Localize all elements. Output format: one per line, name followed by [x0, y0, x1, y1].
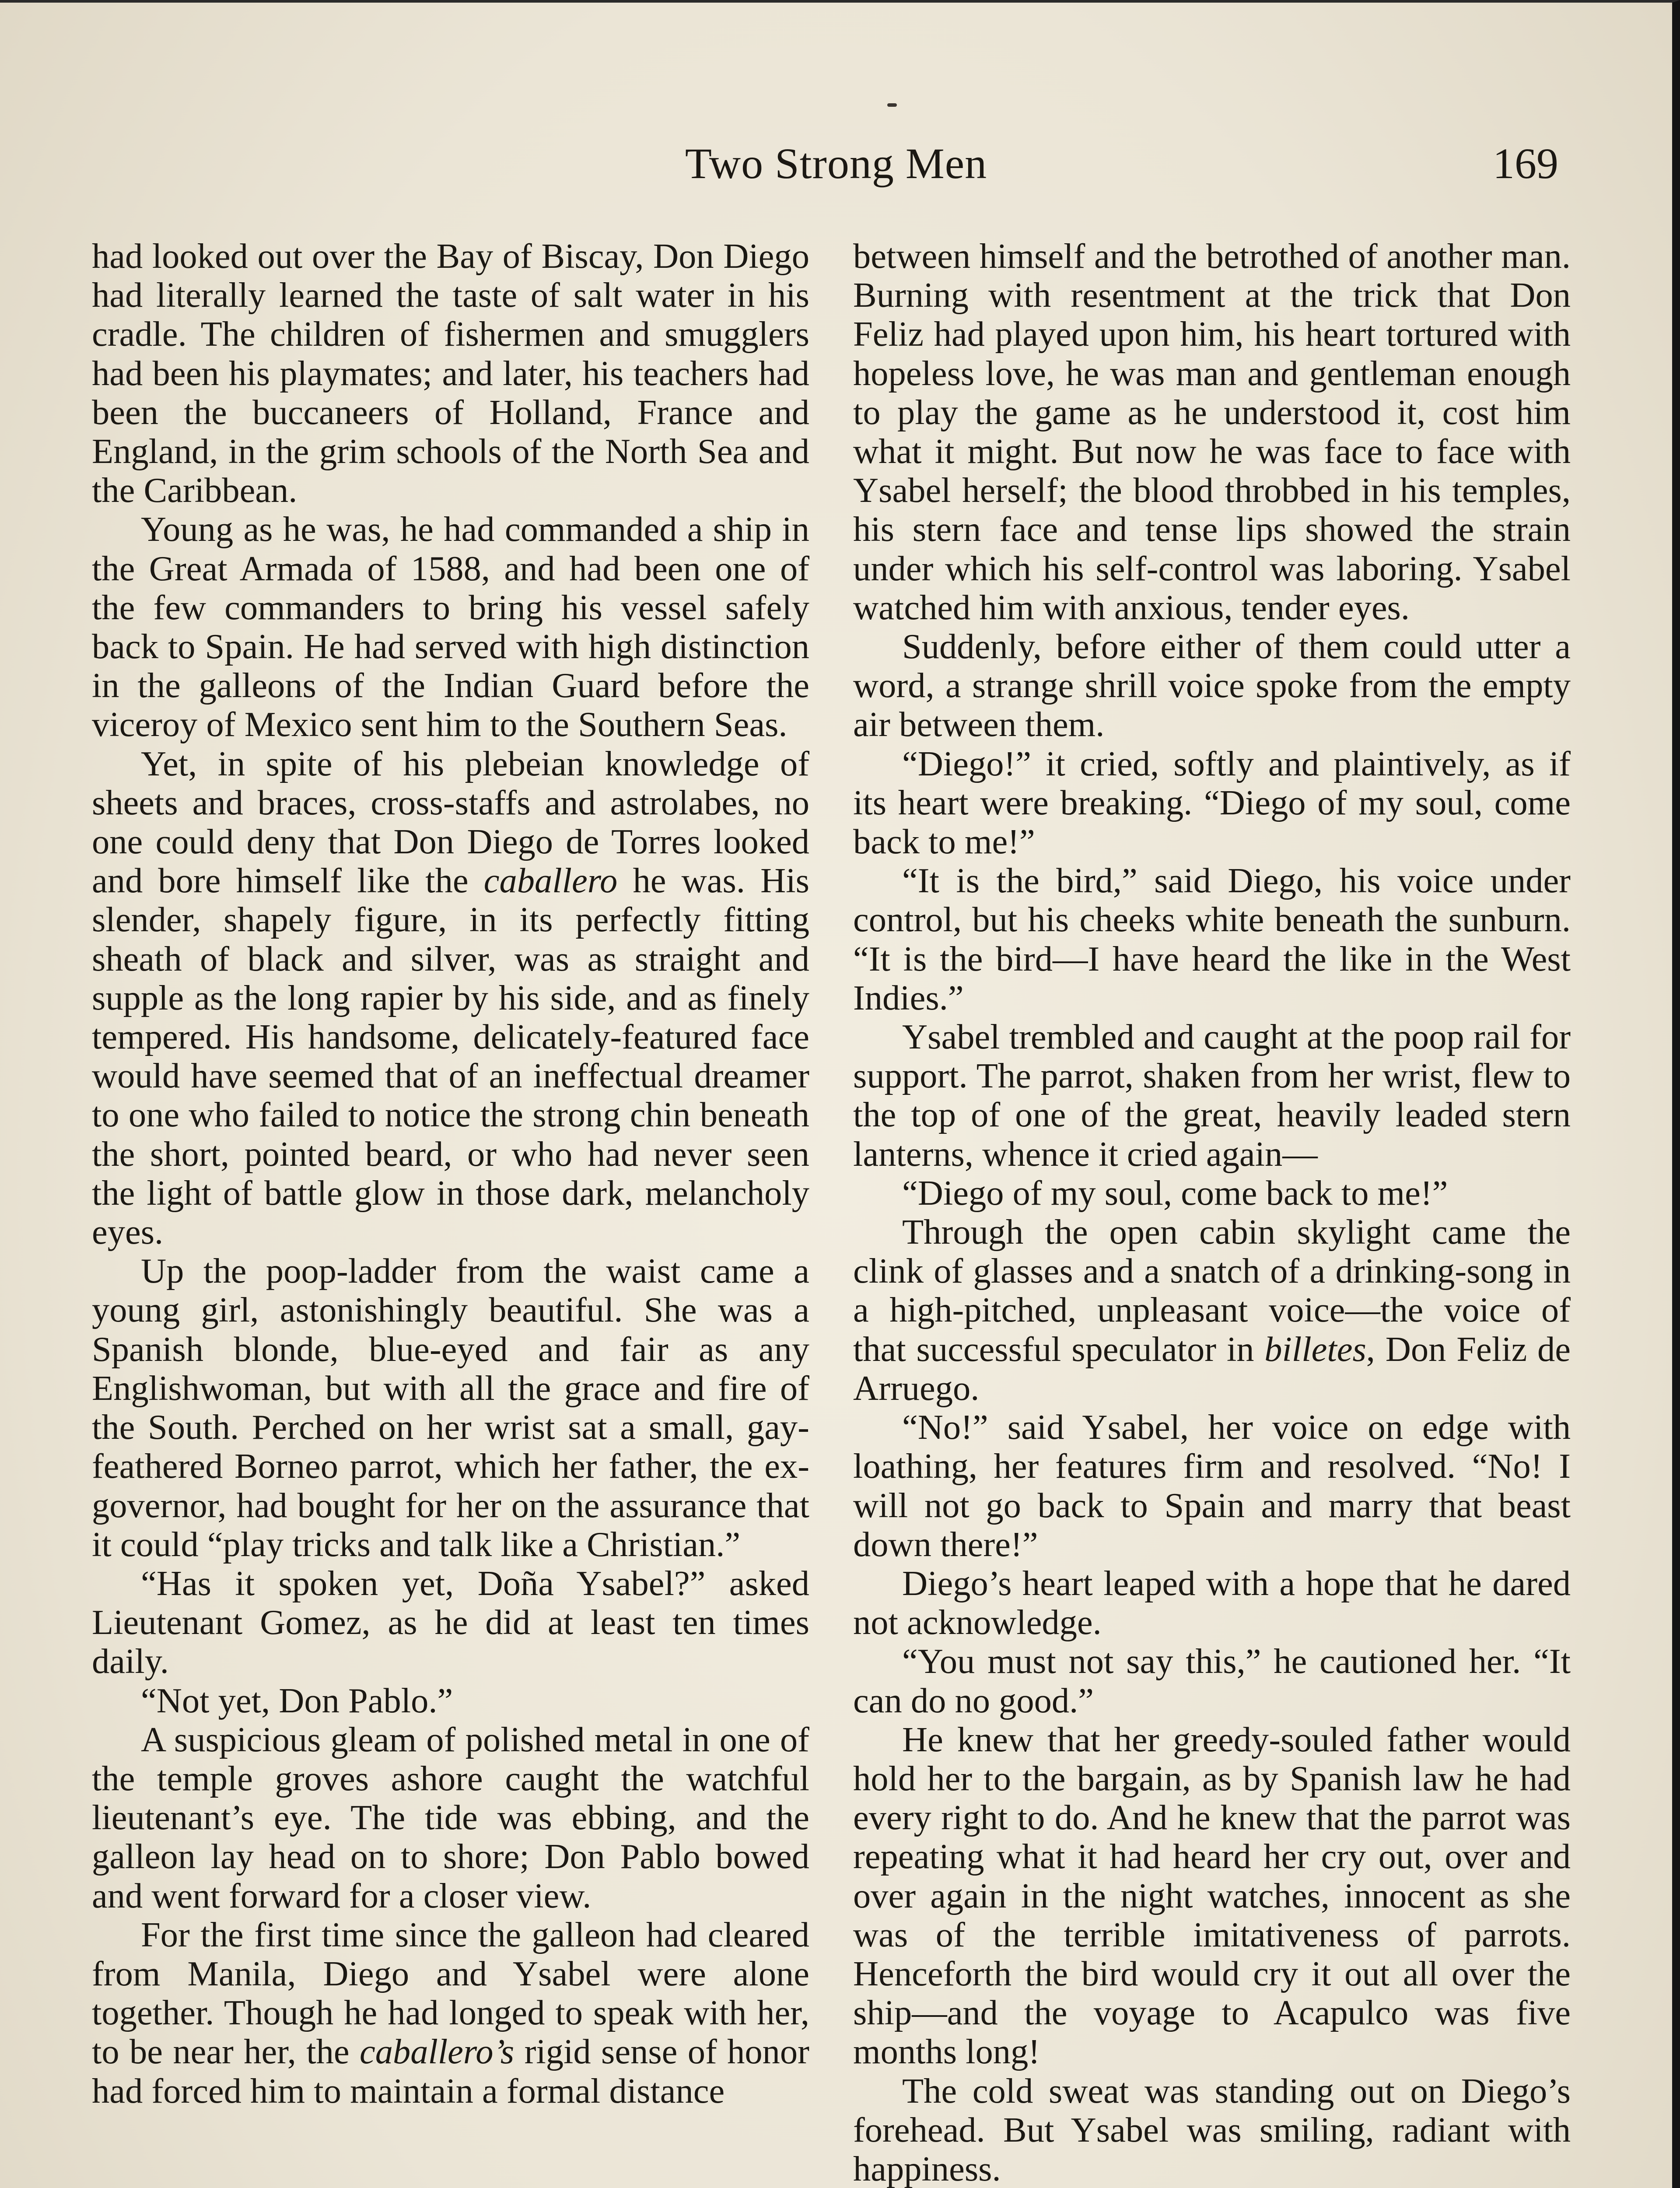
- paragraph: Yet, in spite of his plebeian knowledge of sheets and braces, cross-staffs and astrolabes, no one could deny that Don Diego de Torres looked and bore himself like the caballero he was. His slender, shapely figure, in its perfectly fitting sheath of black and silver, was as straight and supple as the long rapier by his side, and as finely tempered. His handsome, delicately-featured face would have seemed that of an ineffectual dreamer to one who failed to notice the strong chin beneath the short, pointed beard, or who had never seen the light of battle glow in those dark, melancholy eyes.: [92, 744, 809, 1252]
- page-number: 169: [1493, 139, 1558, 188]
- paragraph: “Diego of my soul, come back to me!”: [902, 1173, 1448, 1213]
- paragraph: Ysabel trembled and caught at the poop rail for support. The parrot, shaken from her wrist, flew to the top of one of the great, heavily leaded stern lanterns, whence it cried again—: [853, 1017, 1571, 1174]
- paragraph: Through the open cabin skylight came the clink of glasses and a snatch of a drinking-song in a high-pitched, unpleasant voice—the voice of that successful speculator in billetes, Don Feliz de Arruego.: [853, 1213, 1571, 1408]
- paragraph: had looked out over the Bay of Biscay, Don Diego had literally learned the taste of salt water in his cradle. The children of fishermen and smugglers had been his playmates; and later, his teachers had been the buccaneers of Holland, France and England, in the grim schools of the North Sea and the Caribbean.: [92, 237, 809, 510]
- paragraph: “You must not say this,” he cautioned her. “It can do no good.”: [853, 1642, 1571, 1720]
- paragraph: Young as he was, he had commanded a ship in the Great Armada of 1588, and had been one of the few commanders to bring his vessel safely back to Spain. He had served with high distinction in the galleons of the Indian Guard before the viceroy of Mexico sent him to the Southern Seas.: [92, 510, 809, 744]
- paragraph: “Not yet, Don Pablo.”: [141, 1681, 453, 1720]
- running-head-title: Two Strong Men: [685, 139, 987, 188]
- paragraph: Suddenly, before either of them could utter a word, a strange shrill voice spoke from the empty air between them.: [853, 627, 1571, 744]
- paragraph: “No!” said Ysabel, her voice on edge with loathing, her features firm and resolved. “No! I will not go back to Spain and marry that beast down there!”: [853, 1408, 1571, 1564]
- print-mark: [887, 103, 897, 107]
- paragraph: Diego’s heart leaped with a hope that he dared not acknowledge.: [853, 1564, 1571, 1642]
- paragraph: between himself and the betrothed of another man. Burning with resentment at the trick that Don Feliz had played upon him, his heart tortured with hopeless love, he was man and gentleman enough to play the game as he understood it, cost him what it might. But now he was face to face with Ysabel herself; the blood throbbed in his temples, his stern face and tense lips showed the strain under which his self-control was laboring. Ysabel watched him with anxious, tender eyes.: [853, 237, 1571, 627]
- paragraph: He knew that her greedy-souled father would hold her to the bargain, as by Spanish law he had every right to do. And he knew that the parrot was repeating what it had heard her cry out, over and over again in the night watches, innocent as she was of the terrible imitativeness of parrots. Henceforth the bird would cry it out all over the ship—and the voyage to Acapulco was five months long!: [853, 1720, 1571, 2072]
- paragraph: The cold sweat was standing out on Diego’s forehead. But Ysabel was smiling, radiant with happiness.: [853, 2071, 1571, 2188]
- paragraph: Up the poop-ladder from the waist came a young girl, astonishingly beautiful. She was a Spanish blonde, blue-eyed and fair as any Englishwoman, but with all the grace and fire of the South. Perched on her wrist sat a small, gay-feathered Borneo parrot, which her father, the ex-governor, had bought for her on the assurance that it could “play tricks and talk like a Christian.”: [92, 1252, 809, 1564]
- paragraph: A suspicious gleam of polished metal in one of the temple groves ashore caught the watchful lieutenant’s eye. The tide was ebbing, and the galleon lay head on to shore; Don Pablo bowed and went forward for a closer view.: [92, 1720, 809, 1915]
- paragraph: “Has it spoken yet, Doña Ysabel?” asked Lieutenant Gomez, as he did at least ten times daily.: [92, 1564, 809, 1681]
- right-column: [853, 237, 1571, 2188]
- paragraph: “Diego!” it cried, softly and plaintively, as if its heart were breaking. “Diego of my soul, come back to me!”: [853, 744, 1571, 862]
- left-column: [92, 237, 809, 2111]
- paragraph: “It is the bird,” said Diego, his voice under control, but his cheeks white beneath the sunburn. “It is the bird—I have heard the like in the West Indies.”: [853, 861, 1571, 1017]
- paragraph: For the first time since the galleon had cleared from Manila, Diego and Ysabel were alone together. Though he had longed to speak with her, to be near her, the caballero’s rigid sense of honor had forced him to maintain a formal distance: [92, 1915, 809, 2111]
